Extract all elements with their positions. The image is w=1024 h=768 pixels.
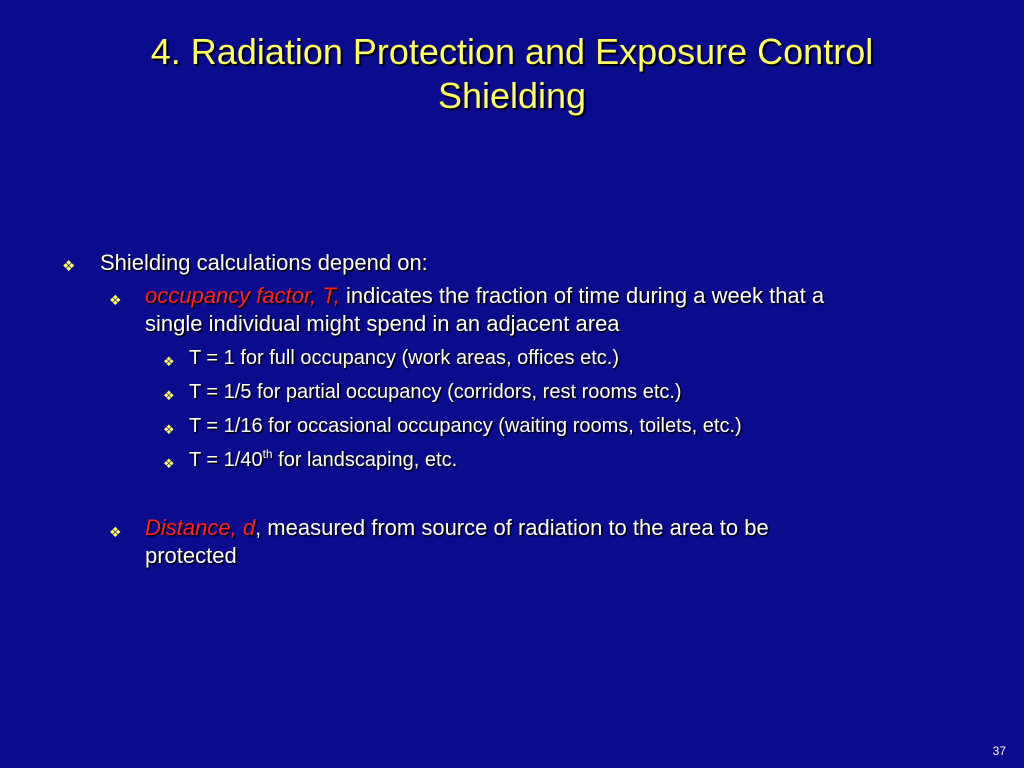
distance-term: Distance, d [145,515,256,540]
diamond-bullet-icon: ❖ [109,293,122,309]
title-line-2: Shielding [437,75,587,116]
bullet-distance-line-2: protected [145,543,237,568]
bullet-main: Shielding calculations depend on: [100,250,428,275]
sub-bullet-full-occupancy: T = 1 for full occupancy (work areas, offices etc.) [189,347,619,369]
sub-bullet-occasional-occupancy: T = 1/16 for occasional occupancy (waiting rooms, toilets, etc.) [189,415,742,437]
diamond-bullet-icon: ❖ [163,423,175,438]
slide-number: 37 [992,744,1006,758]
landscaping-suffix: for landscaping, etc. [272,449,458,471]
occupancy-term: occupancy factor, T, [145,283,340,308]
landscaping-superscript: th [262,447,273,461]
bullet-occupancy-line-2: single individual might spend in an adjacent area [145,311,620,336]
sub-bullet-landscaping [189,447,457,473]
diamond-bullet-icon: ❖ [163,389,175,404]
diamond-bullet-icon: ❖ [109,525,122,541]
title-line-1: 4. Radiation Protection and Exposure Control [150,31,874,72]
occupancy-text: indicates the fraction of time during a week that a [339,283,825,308]
distance-text: , measured from source of radiation to the area to be [255,515,769,540]
diamond-bullet-icon: ❖ [163,355,175,370]
bullet-occupancy-line-1 [145,282,824,310]
bullet-distance-line-1 [145,514,769,542]
sub-bullet-partial-occupancy: T = 1/5 for partial occupancy (corridors, rest rooms etc.) [189,381,682,403]
landscaping-prefix: T = 1/40 [189,449,263,471]
diamond-bullet-icon: ❖ [163,457,175,472]
diamond-bullet-icon: ❖ [62,257,76,275]
